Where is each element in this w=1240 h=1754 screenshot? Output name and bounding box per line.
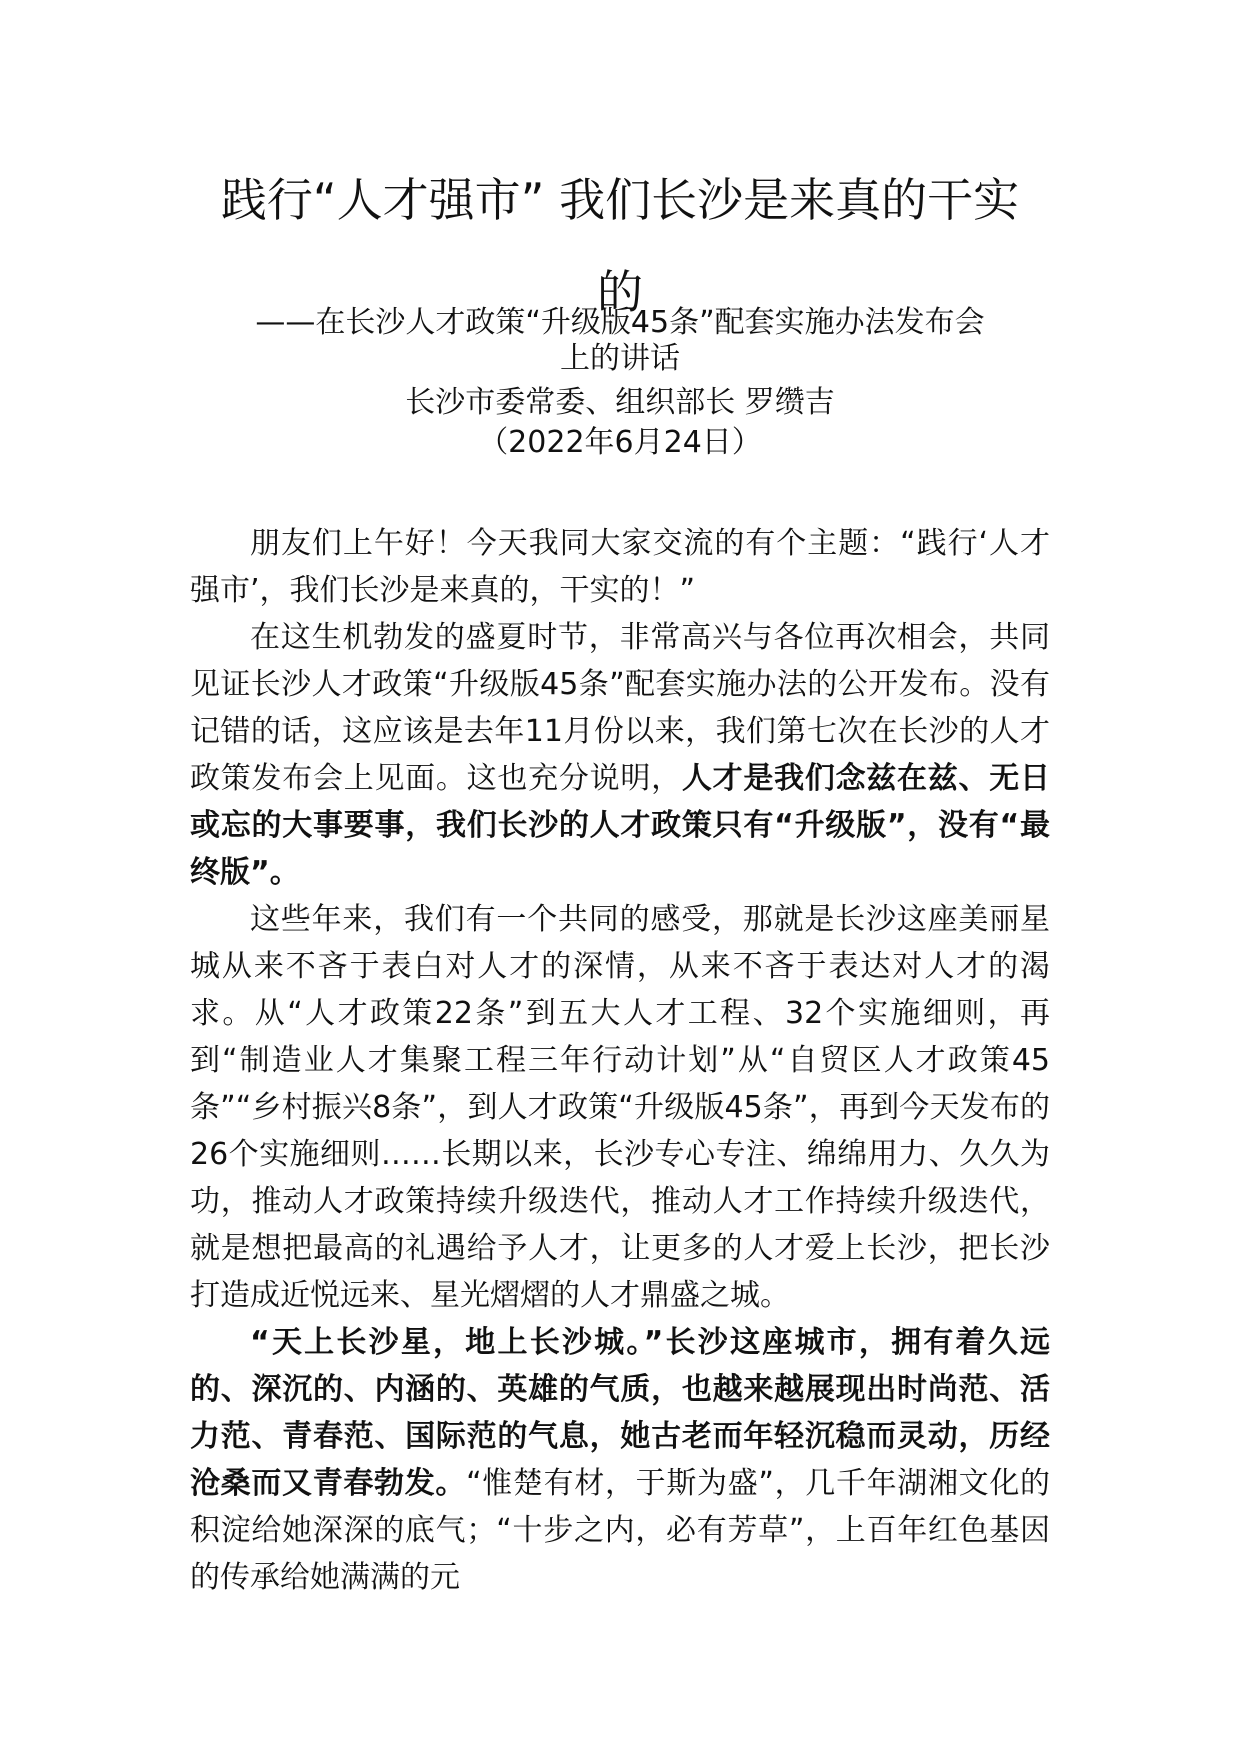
paragraph-policy-history: 这些年来，我们有一个共同的感受，那就是长沙这座美丽星城从来不吝于表白对人才的深情，从来不吝于表达对人才的渴求。从“人才政策22条”到五大人才工程、32个实施细则，再到“制造业人才集聚工程三年行动计划”从“自贸区人才政策45条”“乡村振兴8条”，到人才政策“升级版45条”，再到今天发布的26个实施细则……长期以来，长沙专心专注、绵绵用力、久久为功，推动人才政策持续升级迭代，推动人才工作持续升级迭代，就是想把最高的礼遇给予人才，让更多的人才爱上长沙，把长沙打造成近悦远来、星光熠熠的人才鼎盛之城。 xyxy=(190,902,1050,1313)
paragraph-city-text: “惟楚有材，于斯为盛”，几千年湖湘文化的积淀给她深深的底气；“十步之内，必有芳草”，上百年红色基因的传承给她满满的元 xyxy=(190,1466,1050,1595)
paragraph-greeting: 朋友们上午好！今天我同大家交流的有个主题：“践行‘人才强市’，我们长沙是来真的，干实的！” xyxy=(190,526,1050,608)
speech-body xyxy=(190,520,1050,1601)
document-title-line-2: 的 xyxy=(597,265,643,319)
paragraph-city-emphasis: “天上长沙星，地上长沙城。”长沙这座城市，拥有着久远的、深沉的、内涵的、英雄的气质，也越来越展现出时尚范、活力范、青春范、国际范的气息，她古老而年轻沉稳而灵动，历经沧桑而又青春勃发。 xyxy=(190,1325,1050,1501)
paragraph-occasion xyxy=(190,614,1050,896)
paragraph-occasion-emphasis: 人才是我们念兹在兹、无日或忘的大事要事，我们长沙的人才政策只有“升级版”，没有“最终版”。 xyxy=(190,761,1051,890)
subtitle-line-1: ——在长沙人才政策“升级版45条”配套实施办法发布会 xyxy=(255,305,985,340)
subtitle-line-2: 上的讲话 xyxy=(560,341,680,376)
document-title-line-1: 践行“人才强市” 我们长沙是来真的干实 xyxy=(220,173,1020,227)
date-line: （2022年6月24日） xyxy=(478,425,762,460)
paragraph-occasion-text: 在这生机勃发的盛夏时节，非常高兴与各位再次相会，共同见证长沙人才政策“升级版45条”配套实施办法的公开发布。没有记错的话，这应该是去年11月份以来，我们第七次在长沙的人才政策发布会上见面。这也充分说明， xyxy=(190,620,1050,796)
author-line: 长沙市委常委、组织部长 罗缵吉 xyxy=(405,385,835,420)
paragraph-city-character xyxy=(190,1319,1050,1601)
